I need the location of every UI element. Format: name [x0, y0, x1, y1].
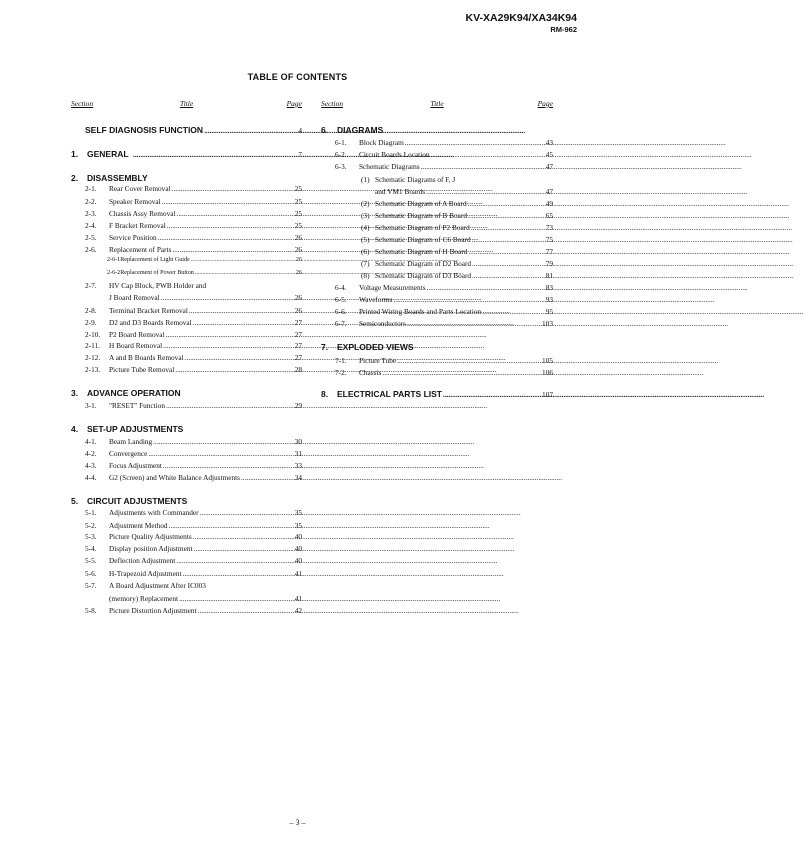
- toc-leader-dots: [148, 449, 293, 458]
- toc-page-number: 41: [294, 594, 302, 603]
- toc-entry: [71, 293, 302, 302]
- toc-title: F Bracket Removal: [109, 221, 166, 230]
- toc-leader-dots: [472, 235, 545, 244]
- toc-entry: [71, 581, 302, 590]
- toc-entry: [71, 556, 302, 565]
- toc-page-number: 34: [294, 473, 302, 482]
- toc-leader-dots: [382, 368, 541, 377]
- toc-leader-dots: [189, 306, 294, 315]
- toc-entry: [321, 138, 553, 147]
- toc-leader-dots: [133, 150, 297, 159]
- toc-entry: [71, 209, 302, 218]
- toc-number: 8.: [321, 389, 329, 399]
- toc-entry: [71, 594, 302, 603]
- toc-section-heading: [71, 149, 302, 159]
- toc-leader-dots: [194, 544, 294, 553]
- toc-number: 2-6.: [85, 245, 97, 254]
- toc-title: Schematic Diagram of C6 Board: [375, 235, 471, 244]
- toc-title: Picture Tube: [359, 356, 397, 365]
- toc-leader-dots: [468, 247, 544, 256]
- toc-number: 2-10.: [85, 330, 101, 339]
- toc-leader-dots: [158, 233, 294, 242]
- toc-leader-dots: [426, 187, 545, 196]
- toc-number: 3.: [71, 388, 79, 398]
- toc-section-heading: [71, 424, 302, 434]
- toc-title: P2 Board Removal: [109, 330, 165, 339]
- toc-number: 4-4.: [85, 473, 97, 482]
- toc-number: 6-5.: [335, 295, 347, 304]
- column-header-title: Title: [179, 99, 194, 108]
- toc-leader-dots: [185, 353, 294, 362]
- toc-leader-dots: [405, 138, 545, 147]
- toc-page-number: 28: [294, 365, 302, 374]
- toc-number: 4-2.: [85, 449, 97, 458]
- toc-title: J Board Removal: [109, 293, 160, 302]
- toc-page-number: 26: [294, 245, 302, 254]
- toc-title: EXPLODED VIEWS: [337, 342, 414, 352]
- toc-number: (3): [361, 211, 370, 220]
- toc-title: ELECTRICAL PARTS LIST: [337, 389, 442, 399]
- toc-section-heading: [321, 342, 553, 352]
- toc-entry: [321, 283, 553, 292]
- toc-page-number: 42: [294, 606, 302, 615]
- toc-entry: [71, 569, 302, 578]
- toc-page-number: 25: [294, 209, 302, 218]
- toc-leader-dots: [166, 401, 294, 410]
- toc-page-number: 25: [294, 221, 302, 230]
- toc-page-number: 43: [545, 138, 553, 147]
- toc-entry: [321, 187, 553, 196]
- toc-entry: [71, 449, 302, 458]
- toc-number: 2-3.: [85, 209, 97, 218]
- toc-number: 5-2.: [85, 521, 97, 530]
- toc-page-number: 41: [294, 569, 302, 578]
- toc-page-number: 107: [542, 390, 553, 399]
- toc-title: Schematic Diagram of B Board: [375, 211, 467, 220]
- toc-title: Service Position: [109, 233, 157, 242]
- toc-number: 2-2.: [85, 197, 97, 206]
- toc-entry: [321, 150, 553, 159]
- toc-leader-dots: [183, 569, 294, 578]
- column-header-page: Page: [286, 99, 302, 108]
- toc-section-heading: [71, 496, 302, 506]
- toc-leader-dots: [472, 259, 545, 268]
- toc-number: 6-4.: [335, 283, 347, 292]
- toc-number: 2-11.: [85, 341, 100, 350]
- toc-page-number: 35: [294, 521, 302, 530]
- remote-model: RM-962: [550, 25, 577, 34]
- toc-page-number: 40: [294, 544, 302, 553]
- toc-number: (7): [361, 259, 370, 268]
- toc-title: Deflection Adjustment: [109, 556, 176, 565]
- toc-leader-dots: [198, 606, 294, 615]
- toc-page-number: 81: [545, 271, 553, 280]
- column-header-page: Page: [537, 99, 553, 108]
- toc-page-number: 47: [545, 162, 553, 171]
- toc-page-number: 25: [294, 184, 302, 193]
- toc-title: Adjustment Method: [109, 521, 168, 530]
- toc-entry: [321, 368, 553, 377]
- toc-section-heading: [321, 389, 553, 399]
- toc-page-number: 103: [542, 319, 553, 328]
- toc-title: Schematic Diagram of A Board: [375, 199, 467, 208]
- toc-number: 2-9.: [85, 318, 97, 327]
- toc-title: Terminal Bracket Removal: [109, 306, 188, 315]
- toc-page-number: 65: [545, 211, 553, 220]
- toc-title: Focus Adjustment: [109, 461, 162, 470]
- toc-page-number: 45: [545, 150, 553, 159]
- toc-leader-dots: [200, 508, 294, 517]
- toc-entry: [321, 235, 553, 244]
- toc-title: Schematic Diagrams: [359, 162, 420, 171]
- toc-title: Picture Quality Adjustments: [109, 532, 192, 541]
- toc-entry: [71, 318, 302, 327]
- toc-entry: [71, 508, 302, 517]
- toc-page-number: 25: [294, 197, 302, 206]
- toc-page-number: 27: [294, 318, 302, 327]
- toc-leader-dots: [204, 126, 297, 135]
- toc-entry: [71, 184, 302, 193]
- toc-page-number: 35: [294, 508, 302, 517]
- toc-number: 5-1.: [85, 508, 97, 517]
- toc-entry: [71, 353, 302, 362]
- toc-entry: [71, 197, 302, 206]
- toc-number: 5-6.: [85, 569, 97, 578]
- toc-title: Speaker Removal: [109, 197, 161, 206]
- toc-page-number: 26: [295, 270, 302, 276]
- toc-leader-dots: [468, 211, 545, 220]
- toc-entry: [321, 356, 553, 365]
- toc-title: Voltage Measurements: [359, 283, 426, 292]
- toc-entry: [71, 437, 302, 446]
- toc-number: 6-6.: [335, 307, 347, 316]
- toc-number: 6-7.: [335, 319, 347, 328]
- toc-leader-dots: [443, 390, 541, 399]
- toc-page-number: 106: [542, 368, 553, 377]
- column-headers-left: [71, 99, 302, 111]
- toc-entry: [71, 365, 302, 374]
- toc-title: HV Cap Block, PWB Holder and: [109, 281, 207, 290]
- toc-number: 6-3.: [335, 162, 347, 171]
- toc-page-number: 73: [545, 223, 553, 232]
- toc-page-number: 79: [545, 259, 553, 268]
- toc-leader-dots: [191, 257, 295, 263]
- toc-entry: [71, 270, 302, 276]
- toc-title: Schematic Diagram of D2 Board: [375, 259, 472, 268]
- toc-number: (2): [361, 199, 370, 208]
- toc-title: Replacement of Parts: [109, 245, 172, 254]
- toc-number: 2-7.: [85, 281, 97, 290]
- toc-title: 2-6-1Replacement of Light Guide: [107, 257, 190, 263]
- toc-page-number: 27: [294, 330, 302, 339]
- toc-leader-dots: [193, 318, 294, 327]
- toc-page-number: 47: [545, 187, 553, 196]
- toc-entry: [321, 223, 553, 232]
- toc-number: 2-12.: [85, 353, 101, 362]
- toc-number: 4.: [71, 424, 79, 434]
- toc-title: Beam Landing: [109, 437, 153, 446]
- toc-leader-dots: [161, 293, 294, 302]
- toc-entry: [71, 532, 302, 541]
- toc-number: 2-4.: [85, 221, 97, 230]
- toc-number: 4-1.: [85, 437, 97, 446]
- toc-number: 5-7.: [85, 581, 97, 590]
- toc-number: 5-3.: [85, 532, 97, 541]
- toc-title: "RESET" Function: [109, 401, 166, 410]
- toc-title: ADVANCE OPERATION: [87, 388, 181, 398]
- toc-leader-dots: [421, 162, 545, 171]
- toc-number: 6.: [321, 125, 329, 135]
- toc-page-number: 77: [545, 247, 553, 256]
- toc-title: SET-UP ADJUSTMENTS: [87, 424, 184, 434]
- toc-leader-dots: [163, 461, 294, 470]
- toc-section-heading: [71, 388, 302, 398]
- toc-leader-dots: [176, 556, 293, 565]
- toc-leader-dots: [397, 356, 541, 365]
- column-header-section: Section: [71, 99, 94, 108]
- column-header-title: Title: [430, 99, 444, 108]
- toc-number: 7.: [321, 342, 329, 352]
- toc-number: 5-8.: [85, 606, 97, 615]
- toc-leader-dots: [162, 197, 294, 206]
- toc-entry: [71, 521, 302, 530]
- toc-page-number: 26: [294, 306, 302, 315]
- toc-title: Printed Wiring Boards and Parts Location: [359, 307, 482, 316]
- toc-page-number: 40: [294, 556, 302, 565]
- toc-page-number: 40: [294, 532, 302, 541]
- toc-page-number: 30: [294, 437, 302, 446]
- page-title: TABLE OF CONTENTS: [247, 72, 348, 82]
- toc-number: 7-1.: [335, 356, 347, 365]
- toc-entry: [71, 401, 302, 410]
- toc-page-number: 26: [294, 233, 302, 242]
- toc-page-number: 75: [545, 235, 553, 244]
- toc-number: 6-2.: [335, 150, 347, 159]
- toc-title: Chassis: [359, 368, 382, 377]
- toc-entry: [321, 307, 553, 316]
- toc-leader-dots: [471, 223, 545, 232]
- toc-title: Schematic Diagram of H Board: [375, 247, 468, 256]
- toc-leader-dots: [241, 473, 294, 482]
- toc-entry: [321, 319, 553, 328]
- toc-title: G2 (Screen) and White Balance Adjustments: [109, 473, 240, 482]
- toc-leader-dots: [163, 341, 294, 350]
- toc-entry: [71, 306, 302, 315]
- toc-leader-dots: [167, 221, 294, 230]
- toc-title: Convergence: [109, 449, 148, 458]
- toc-number: (1): [361, 175, 370, 184]
- toc-leader-dots: [175, 365, 293, 374]
- toc-leader-dots: [195, 270, 295, 276]
- toc-entry: [321, 271, 553, 280]
- toc-number: 7-2.: [335, 368, 347, 377]
- toc-section-heading: [71, 173, 302, 183]
- toc-entry: [321, 295, 553, 304]
- toc-section-heading: [321, 125, 553, 135]
- toc-title: H Board Removal: [109, 341, 163, 350]
- toc-entry: [71, 233, 302, 242]
- toc-title: Circuit Boards Location: [359, 150, 430, 159]
- toc-entry: [71, 330, 302, 339]
- toc-leader-dots: [193, 532, 294, 541]
- toc-title: Picture Distortion Adjustment: [109, 606, 197, 615]
- toc-page-number: 4: [298, 126, 302, 135]
- toc-page-number: 26: [295, 257, 302, 263]
- toc-title: Chassis Assy Removal: [109, 209, 176, 218]
- toc-title: DIAGRAMS: [337, 125, 384, 135]
- toc-title: Waveforms: [359, 295, 393, 304]
- toc-title: A Board Adjustment After IC003: [109, 581, 206, 590]
- toc-section-heading: [71, 125, 302, 135]
- toc-title: Rear Cover Removal: [109, 184, 171, 193]
- toc-number: 2-5.: [85, 233, 97, 242]
- toc-number: 2-1.: [85, 184, 97, 193]
- toc-title: H-Trapezoid Adjustment: [109, 569, 182, 578]
- toc-page-number: 7: [298, 150, 302, 159]
- model-number: KV-XA29K94/XA34K94: [465, 12, 577, 24]
- toc-entry: [321, 259, 553, 268]
- toc-number: 1.: [71, 149, 79, 159]
- toc-leader-dots: [172, 184, 294, 193]
- toc-entry: [71, 281, 302, 290]
- toc-entry: [71, 606, 302, 615]
- toc-number: 2.: [71, 173, 79, 183]
- toc-entry: [71, 341, 302, 350]
- column-headers-right: [321, 99, 553, 111]
- toc-title: Schematic Diagram of P2 Board: [375, 223, 470, 232]
- toc-number: 6-1.: [335, 138, 347, 147]
- toc-title: DISASSEMBLY: [87, 173, 148, 183]
- toc-leader-dots: [407, 319, 541, 328]
- toc-title: (memory) Replacement: [109, 594, 179, 603]
- toc-number: 5-4.: [85, 544, 97, 553]
- toc-number: (5): [361, 235, 370, 244]
- toc-entry: [71, 257, 302, 263]
- toc-number: (6): [361, 247, 370, 256]
- toc-number: 5-5.: [85, 556, 97, 565]
- toc-number: 4-3.: [85, 461, 97, 470]
- toc-entry: [321, 162, 553, 171]
- toc-leader-dots: [179, 594, 294, 603]
- toc-leader-dots: [177, 209, 294, 218]
- toc-title: and VM1 Boards: [375, 187, 426, 196]
- toc-title: Schematic Diagram of D3 Board: [375, 271, 472, 280]
- toc-entry: [71, 221, 302, 230]
- toc-number: 3-1.: [85, 401, 97, 410]
- toc-page-number: 31: [294, 449, 302, 458]
- toc-page-number: 27: [294, 341, 302, 350]
- toc-title: Picture Tube Removal: [109, 365, 175, 374]
- toc-number: (4): [361, 223, 370, 232]
- toc-leader-dots: [431, 150, 545, 159]
- toc-entry: [321, 211, 553, 220]
- toc-title: Schematic Diagrams of F, J: [375, 175, 456, 184]
- toc-title: D2 and D3 Boards Removal: [109, 318, 192, 327]
- toc-leader-dots: [166, 330, 294, 339]
- toc-title: Adjustments with Commander: [109, 508, 199, 517]
- toc-entry: [71, 245, 302, 254]
- toc-title: Display position Adjustment: [109, 544, 193, 553]
- toc-title: SELF DIAGNOSIS FUNCTION: [85, 125, 204, 135]
- toc-number: 2-8.: [85, 306, 97, 315]
- toc-leader-dots: [169, 521, 294, 530]
- toc-entry: [71, 461, 302, 470]
- toc-number: (8): [361, 271, 370, 280]
- toc-page-number: 49: [545, 199, 553, 208]
- toc-leader-dots: [153, 437, 294, 446]
- toc-page-number: 29: [294, 401, 302, 410]
- column-header-section: Section: [321, 99, 344, 108]
- toc-leader-dots: [468, 199, 545, 208]
- toc-entry: [71, 544, 302, 553]
- toc-leader-dots: [393, 295, 544, 304]
- toc-entry: [71, 473, 302, 482]
- toc-number: 5.: [71, 496, 79, 506]
- toc-title: GENERAL: [87, 149, 129, 159]
- toc-page-number: 33: [294, 461, 302, 470]
- toc-leader-dots: [472, 271, 545, 280]
- toc-leader-dots: [427, 283, 545, 292]
- toc-page-number: 27: [294, 353, 302, 362]
- toc-title: Semiconductors: [359, 319, 407, 328]
- toc-title: Block Diagram: [359, 138, 404, 147]
- toc-title: 2-6-2Replacement of Power Button: [107, 270, 194, 276]
- toc-page-number: 95: [545, 307, 553, 316]
- toc-title: A and B Boards Removal: [109, 353, 184, 362]
- toc-page-number: 93: [545, 295, 553, 304]
- toc-page-number: 105: [542, 356, 553, 365]
- toc-entry: [321, 247, 553, 256]
- page-number: – 3 –: [289, 818, 306, 827]
- toc-page-number: 83: [545, 283, 553, 292]
- toc-leader-dots: [482, 307, 545, 316]
- toc-entry: [321, 199, 553, 208]
- toc-page-number: 26: [294, 293, 302, 302]
- toc-entry: [321, 175, 553, 184]
- toc-leader-dots: [172, 245, 293, 254]
- toc-number: 2-13.: [85, 365, 101, 374]
- toc-title: CIRCUIT ADJUSTMENTS: [87, 496, 188, 506]
